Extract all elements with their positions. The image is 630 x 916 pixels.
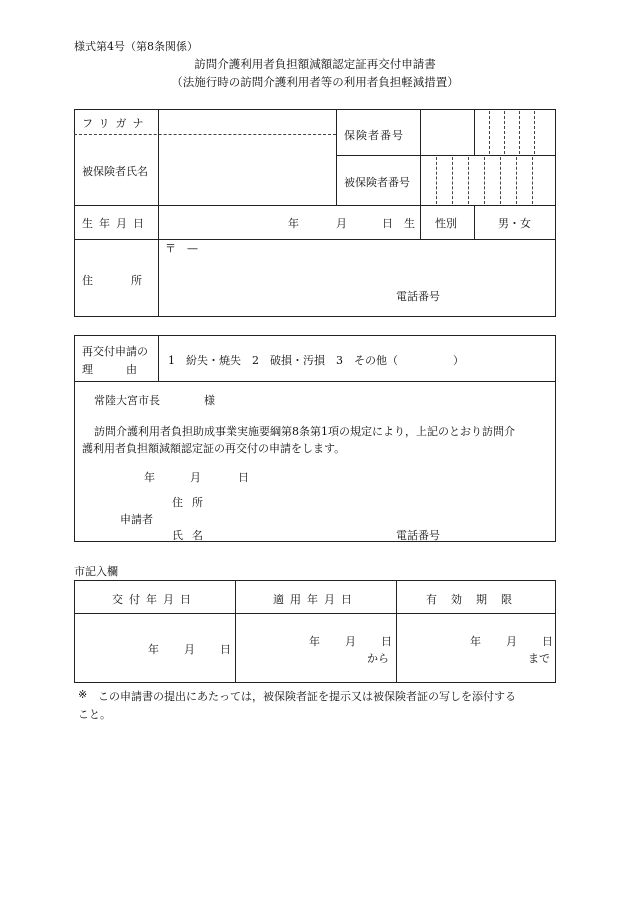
city-section-heading: 市記入欄	[74, 565, 118, 578]
addressee: 常陸大宮市長 様	[94, 394, 215, 407]
birth-day: 日	[382, 217, 393, 230]
apply-year: 年	[309, 635, 320, 648]
insured-name-label: 被保険者氏名	[82, 165, 148, 178]
birthdate-label: 生年月日	[82, 217, 150, 230]
insurer-number-label: 保険者番号	[344, 129, 404, 142]
insured-number-label: 被保険者番号	[344, 176, 410, 189]
gender-label: 性別	[435, 217, 457, 230]
footnote-line1: この申請書の提出にあたっては，被保険者証を提示又は被保険者証の写しを添付する	[98, 690, 516, 703]
expiry-day: 日	[542, 635, 553, 648]
apply-suffix: から	[367, 652, 389, 665]
applicant-address-label: 住所	[172, 496, 212, 509]
form-number: 様式第4号（第8条関係）	[74, 40, 198, 53]
birth-month: 月	[336, 217, 347, 230]
application-body-line2: 護利用者負担額減額認定証の再交付の申請をします。	[82, 442, 346, 455]
birth-year: 年	[288, 217, 299, 230]
phone-label: 電話番号	[396, 290, 440, 303]
col-issue-date-header: 交付年月日	[112, 593, 197, 606]
apply-day: 日	[381, 635, 392, 648]
expiry-year: 年	[470, 635, 481, 648]
issue-day: 日	[220, 643, 231, 656]
footnote-line2: こと。	[78, 708, 111, 721]
gender-value: 男・女	[498, 217, 531, 230]
address-label: 住所	[82, 274, 180, 287]
col-apply-date-header: 適用年月日	[273, 593, 358, 606]
birth-suffix: 生	[404, 217, 415, 230]
footnote-mark: ※	[78, 688, 88, 701]
applicant-label: 申請者	[120, 513, 153, 526]
application-day: 日	[238, 471, 249, 484]
expiry-suffix: まで	[528, 652, 550, 665]
postal-mark: 〒 —	[165, 242, 198, 255]
form-subtitle: （法施行時の訪問介護利用者等の利用者負担軽減措置）	[171, 75, 459, 89]
expiry-month: 月	[506, 635, 517, 648]
furigana-label: フリガナ	[82, 117, 150, 130]
application-body-line1: 訪問介護利用者負担助成事業実施要綱第8条第1項の規定により，上記のとおり訪問介	[94, 425, 515, 438]
reason-label-line2: 理 由	[82, 363, 137, 376]
applicant-phone-label: 電話番号	[396, 529, 440, 542]
col-expiry-header: 有効期限	[426, 593, 526, 606]
reason-label-line1: 再交付申請の	[82, 345, 148, 358]
issue-month: 月	[184, 643, 195, 656]
application-month: 月	[190, 471, 201, 484]
issue-year: 年	[148, 643, 159, 656]
reason-options: 1 紛失・焼失 2 破損・汚損 3 その他（ ）	[168, 354, 464, 367]
apply-month: 月	[345, 635, 356, 648]
application-year: 年	[144, 471, 155, 484]
applicant-name-label: 氏名	[172, 529, 212, 542]
form-title: 訪問介護利用者負担額減額認定証再交付申請書	[194, 57, 436, 71]
